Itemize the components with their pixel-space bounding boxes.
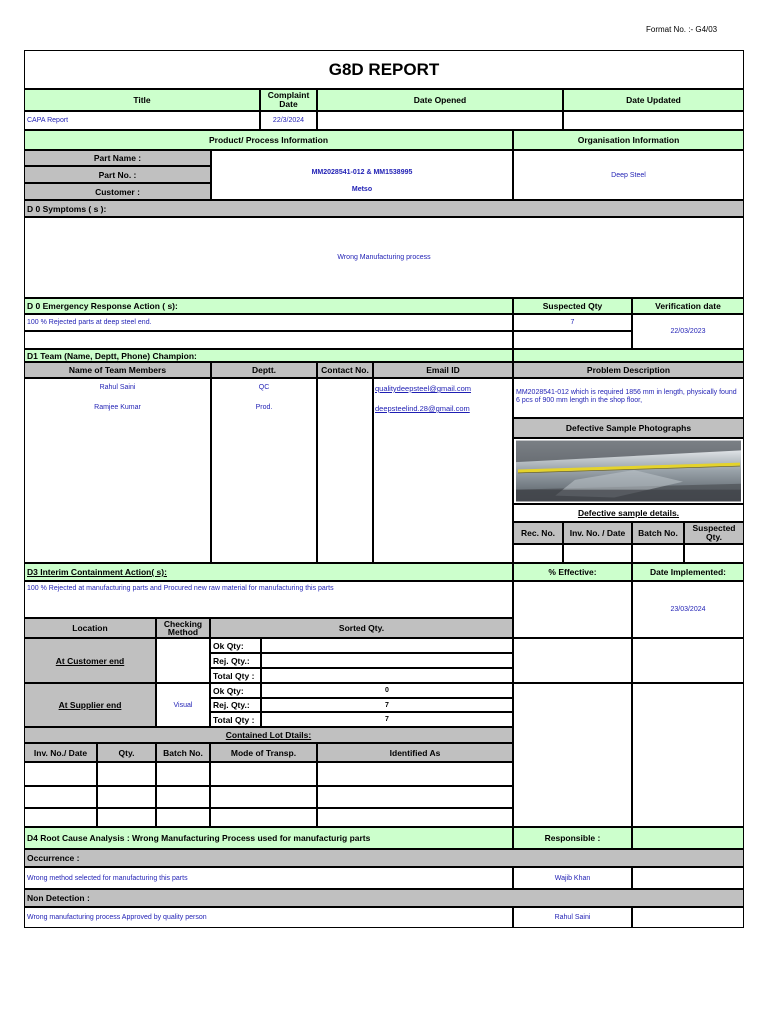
part-no-value: MM2028541-012 & MM1538995 — [311, 169, 413, 176]
defective-photos-header: Defective Sample Photographs — [513, 418, 744, 438]
lot-cell — [210, 808, 317, 827]
organisation-value: Deep Steel — [513, 150, 744, 200]
customer-effective — [513, 638, 632, 683]
supplier-end-label: At Supplier end — [24, 683, 156, 727]
team-dept-cell — [211, 378, 317, 563]
defective-sample-details-header: Defective sample details. — [513, 504, 744, 522]
problem-description-header: Problem Description — [513, 362, 744, 378]
supplier-ok-value: 0 — [261, 683, 513, 698]
supplier-rej-value: 7 — [261, 698, 513, 712]
team-member-name: Rahul Saini — [99, 384, 136, 391]
complaint-date-value: 22/3/2024 — [260, 111, 317, 130]
lot-cell — [97, 786, 156, 808]
customer-total-value — [261, 668, 513, 683]
defective-photo-cell — [513, 438, 744, 504]
customer-end-label: At Customer end — [24, 638, 156, 683]
d3-label: D3 Interim Containment Action( s): — [24, 563, 513, 581]
occurrence-label: Occurrence : — [24, 849, 744, 867]
col-inv-no-date: Inv. No. / Date — [563, 522, 632, 544]
customer-total-label: Total Qty : — [210, 668, 261, 683]
d0-era-value: 100 % Rejected parts at deep steel end. — [24, 314, 513, 331]
team-names-cell — [24, 378, 211, 563]
problem-description-value — [513, 378, 744, 418]
col-lot-inv-date: Inv. No./ Date — [24, 743, 97, 762]
date-updated-value — [563, 111, 744, 130]
lot-cell — [317, 786, 513, 808]
d4-label: D4 Root Cause Analysis : Wrong Manufacturing Process used for manufacturig parts — [24, 827, 513, 849]
lot-cell — [210, 786, 317, 808]
d0-symptoms-label: D 0 Symptoms ( s ): — [24, 200, 744, 217]
customer-checking — [156, 638, 210, 683]
part-name-label: Part Name : — [24, 150, 211, 166]
date-implemented-header: Date Implemented: — [632, 563, 744, 581]
team-contact-cell — [317, 378, 373, 563]
email-link[interactable]: deepsteelind.28@gmail.com — [375, 404, 470, 413]
non-detection-label: Non Detection : — [24, 889, 744, 907]
defective-sample-photo — [516, 440, 741, 502]
d3-action-text: 100 % Rejected at manufacturing parts and Procured new raw material for manufacturing this parts — [27, 585, 334, 592]
occurrence-extra — [632, 867, 744, 889]
effective-value — [513, 581, 632, 638]
d1-team-label: D1 Team (Name, Deptt, Phone) Champion: — [24, 349, 513, 362]
sample-inv — [563, 544, 632, 563]
organisation-header: Organisation Information — [513, 130, 744, 150]
team-email-cell — [373, 378, 513, 563]
d3-action-value — [24, 581, 513, 618]
non-detection-extra — [632, 907, 744, 928]
effective-header: % Effective: — [513, 563, 632, 581]
supplier-effective — [513, 683, 632, 827]
date-opened-header: Date Opened — [317, 89, 563, 111]
sample-suspected — [684, 544, 744, 563]
lot-cell — [156, 808, 210, 827]
supplier-checking: Visual — [156, 683, 210, 727]
email-link[interactable]: qualitydeepsteel@gmail.com — [375, 384, 471, 393]
supplier-total-value: 7 — [261, 712, 513, 727]
supplier-date — [632, 683, 744, 827]
responsible-blank — [632, 827, 744, 849]
product-values — [211, 150, 513, 200]
format-number: Format No. :- G4/03 — [646, 25, 718, 34]
suspected-qty-value: 7 — [513, 314, 632, 331]
col-lot-identified: Identified As — [317, 743, 513, 762]
lot-cell — [24, 762, 97, 786]
lot-cell — [317, 808, 513, 827]
col-location: Location — [24, 618, 156, 638]
title-header: Title — [24, 89, 260, 111]
part-no-label: Part No. : — [24, 166, 211, 183]
verification-date-value: 22/03/2023 — [632, 314, 744, 349]
supplier-total-label: Total Qty : — [210, 712, 261, 727]
team-member-name: Ramjee Kumar — [94, 404, 141, 411]
col-team-name: Name of Team Members — [24, 362, 211, 378]
col-sorted-qty: Sorted Qty. — [210, 618, 513, 638]
problem-text: MM2028541-012 which is required 1856 mm in length, physically found 6 pcs of 900 mm length in the shop floor, — [516, 389, 737, 404]
d0-era-label: D 0 Emergency Response Action ( s): — [24, 298, 513, 314]
col-lot-qty: Qty. — [97, 743, 156, 762]
col-contact: Contact No. — [317, 362, 373, 378]
team-member-dept: QC — [258, 384, 270, 391]
d0-era-blank — [24, 331, 513, 349]
team-member-dept: Prod. — [255, 404, 273, 411]
date-updated-header: Date Updated — [563, 89, 744, 111]
customer-ok-label: Ok Qty: — [210, 638, 261, 653]
suspected-qty-blank — [513, 331, 632, 349]
date-implemented-value: 23/03/2024 — [632, 581, 744, 638]
contained-lot-header: Contained Lot Dtails: — [24, 727, 513, 743]
col-checking-method: Checking Method — [156, 618, 210, 638]
verification-date-header: Verification date — [632, 298, 744, 314]
responsible-header: Responsible : — [513, 827, 632, 849]
non-detection-responsible: Rahul Saini — [513, 907, 632, 928]
customer-value: Metso — [351, 186, 373, 193]
non-detection-value: Wrong manufacturing process Approved by quality person — [24, 907, 513, 928]
col-rec-no: Rec. No. — [513, 522, 563, 544]
suspected-qty-header: Suspected Qty — [513, 298, 632, 314]
product-process-header: Product/ Process Information — [24, 130, 513, 150]
customer-label: Customer : — [24, 183, 211, 200]
occurrence-value: Wrong method selected for manufacturing this parts — [24, 867, 513, 889]
lot-cell — [24, 786, 97, 808]
customer-ok-value — [261, 638, 513, 653]
col-suspected-qty: Suspected Qty. — [684, 522, 744, 544]
customer-rej-value — [261, 653, 513, 668]
col-lot-batch: Batch No. — [156, 743, 210, 762]
customer-rej-label: Rej. Qty.: — [210, 653, 261, 668]
d0-symptoms-value: Wrong Manufacturing process — [24, 217, 744, 298]
customer-date — [632, 638, 744, 683]
lot-cell — [24, 808, 97, 827]
lot-cell — [97, 808, 156, 827]
lot-cell — [97, 762, 156, 786]
supplier-ok-label: Ok Qty: — [210, 683, 261, 698]
lot-cell — [317, 762, 513, 786]
d1-team-blank — [513, 349, 744, 362]
complaint-date-header: Complaint Date — [260, 89, 317, 111]
col-dept: Deptt. — [211, 362, 317, 378]
date-opened-value — [317, 111, 563, 130]
title-value: CAPA Report — [24, 111, 260, 130]
col-email: Email ID — [373, 362, 513, 378]
supplier-rej-label: Rej. Qty.: — [210, 698, 261, 712]
occurrence-responsible: Wajib Khan — [513, 867, 632, 889]
col-batch-no: Batch No. — [632, 522, 684, 544]
sample-rec-no — [513, 544, 563, 563]
col-lot-transp: Mode of Transp. — [210, 743, 317, 762]
lot-cell — [210, 762, 317, 786]
lot-cell — [156, 762, 210, 786]
report-title: G8D REPORT — [24, 50, 744, 89]
sample-batch — [632, 544, 684, 563]
lot-cell — [156, 786, 210, 808]
